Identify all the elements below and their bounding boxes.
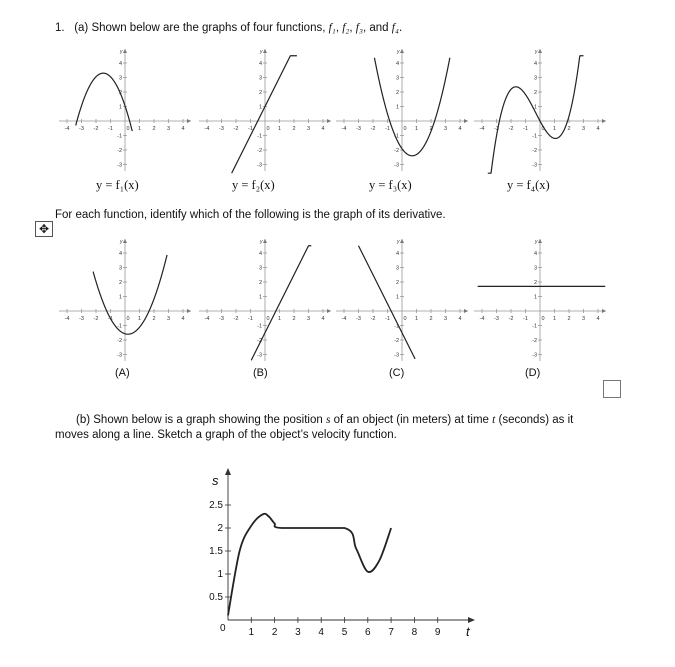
y-tick-label: 2 (258, 280, 262, 286)
t-tick-label: 1 (248, 627, 255, 638)
y-arrow (263, 49, 267, 53)
curve-A (93, 255, 167, 334)
x-tick-label: -2 (93, 316, 99, 322)
y-tick-label: -3 (257, 352, 262, 359)
t-axis-label: t (466, 624, 470, 639)
and-text: , and (363, 22, 392, 34)
y-tick-label: 2 (258, 90, 262, 96)
x-tick-label: 3 (306, 316, 311, 322)
y-tick-label: 1 (395, 294, 399, 301)
x-tick-label: -1 (108, 316, 113, 322)
y-tick-label: -2 (532, 338, 537, 344)
y-tick-label: -1 (117, 323, 122, 330)
x-tick-label: -3 (79, 126, 84, 132)
x-tick-label: 0 (403, 126, 407, 132)
x-tick-label: -2 (370, 316, 376, 322)
y-tick-label: 3 (533, 75, 537, 82)
y-tick-label: -1 (257, 133, 262, 140)
x-tick-label: -4 (341, 126, 347, 132)
y-tick-label: -1 (532, 323, 537, 330)
y-tick-label: 3 (118, 75, 122, 82)
y-tick-label: 4 (533, 251, 537, 257)
x-tick-label: 1 (277, 316, 282, 322)
x-tick-label: -2 (370, 126, 376, 132)
graph-B (195, 235, 335, 370)
y-axis-label: y (120, 239, 123, 245)
x-tick-label: 3 (581, 316, 586, 322)
part-a-intro: (a) Shown below are the graphs of four functions, (74, 22, 329, 34)
y-axis-label: y (397, 49, 400, 55)
y-tick-label: 3 (118, 265, 122, 272)
x-tick-label: -4 (64, 126, 70, 132)
x-tick-label: 1 (414, 126, 419, 132)
s-tick-label: 1 (217, 569, 223, 580)
x-tick-label: 4 (181, 316, 185, 322)
x-tick-label: -2 (233, 316, 239, 322)
y-tick-label: -2 (117, 148, 122, 154)
x-tick-label: -1 (108, 126, 113, 132)
y-tick-label: -3 (257, 162, 262, 169)
t-tick-label: 9 (434, 627, 441, 638)
caption-f1: y = f₁(x) (96, 178, 139, 192)
x-tick-label: 3 (306, 126, 311, 132)
y-axis-label: y (535, 239, 538, 245)
y-tick-label: -1 (394, 133, 399, 140)
y-axis-label: y (260, 239, 263, 245)
x-tick-label: 4 (596, 126, 600, 132)
y-tick-label: -1 (117, 133, 122, 140)
y-tick-label: -3 (394, 352, 399, 359)
graph-C (332, 235, 472, 370)
curve-f3 (374, 58, 449, 156)
y-arrow (400, 49, 404, 53)
curve-f1 (76, 73, 133, 131)
end-punct: . (398, 22, 403, 34)
x-tick-label: -3 (356, 316, 361, 322)
s-tick-label: 2 (217, 523, 223, 534)
y-axis-label: y (260, 49, 263, 55)
y-tick-label: 2 (118, 280, 122, 286)
x-arrow (327, 119, 331, 123)
fn-3: f₃ (355, 22, 363, 34)
fn-4: f₄ (391, 22, 399, 34)
s-arrow (225, 468, 231, 475)
x-arrow (602, 309, 606, 313)
x-tick-label: -4 (204, 126, 210, 132)
t-tick-label: 8 (411, 627, 418, 638)
x-tick-label: -1 (248, 126, 253, 132)
x-tick-label: 4 (181, 126, 185, 132)
y-tick-label: 3 (258, 75, 262, 82)
y-arrow (123, 239, 127, 243)
x-tick-label: -4 (341, 316, 347, 322)
y-tick-label: 2 (395, 90, 399, 96)
part-b-text1: (b) Shown below is a graph showing the position (76, 414, 326, 426)
y-tick-label: -2 (394, 148, 399, 154)
t-tick-label: 4 (318, 627, 324, 638)
curve-B (251, 246, 311, 361)
question-number: 1. (55, 22, 65, 34)
x-tick-label: 1 (552, 316, 557, 322)
x-arrow (187, 119, 191, 123)
x-tick-label: 4 (458, 316, 462, 322)
x-tick-label: 2 (152, 316, 156, 322)
y-tick-label: -2 (532, 148, 537, 154)
y-tick-label: 3 (258, 265, 262, 272)
y-tick-label: -1 (257, 323, 262, 330)
x-tick-label: -3 (219, 126, 224, 132)
x-tick-label: -3 (494, 316, 499, 322)
x-tick-label: -4 (479, 316, 485, 322)
y-arrow (123, 49, 127, 53)
x-tick-label: 0 (541, 126, 545, 132)
x-tick-label: 3 (166, 316, 171, 322)
x-tick-label: -2 (233, 126, 239, 132)
x-tick-label: 2 (429, 126, 433, 132)
s-axis-label: s (212, 473, 219, 488)
sep: , (349, 22, 356, 34)
fn-2: f₂ (342, 22, 350, 34)
part-b-text3: (seconds) as it (495, 414, 574, 426)
y-tick-label: 4 (395, 251, 399, 257)
x-tick-label: 1 (137, 316, 142, 322)
x-tick-label: -4 (204, 316, 210, 322)
y-tick-label: 3 (533, 265, 537, 272)
s-tick-label: 0.5 (209, 592, 223, 603)
origin-label: 0 (220, 623, 226, 634)
y-tick-label: -2 (117, 338, 122, 344)
x-tick-label: -2 (508, 316, 514, 322)
x-tick-label: -4 (479, 126, 485, 132)
x-tick-label: -1 (248, 316, 253, 322)
y-arrow (263, 239, 267, 243)
x-tick-label: 2 (152, 126, 156, 132)
y-tick-label: 1 (533, 294, 537, 301)
x-tick-label: 4 (321, 316, 325, 322)
x-arrow (327, 309, 331, 313)
y-tick-label: 1 (258, 294, 262, 301)
label-D: (D) (525, 367, 541, 379)
x-tick-label: 4 (458, 126, 462, 132)
y-tick-label: -2 (257, 148, 262, 154)
y-tick-label: -1 (532, 133, 537, 140)
y-tick-label: 2 (533, 90, 537, 96)
x-tick-label: 3 (443, 316, 448, 322)
y-tick-label: 4 (258, 251, 262, 257)
y-arrow (400, 239, 404, 243)
y-tick-label: -2 (257, 338, 262, 344)
y-tick-label: 3 (395, 75, 399, 82)
y-tick-label: 4 (395, 61, 399, 67)
t-arrow (468, 617, 475, 623)
y-axis-label: y (397, 239, 400, 245)
y-arrow (538, 239, 542, 243)
x-tick-label: 0 (126, 316, 130, 322)
x-tick-label: -2 (93, 126, 99, 132)
part-b-line1 (76, 413, 573, 427)
x-tick-label: 1 (414, 316, 419, 322)
x-tick-label: 3 (443, 126, 448, 132)
part-b-text2: of an object (in meters) at time (330, 414, 493, 426)
x-tick-label: 2 (292, 316, 296, 322)
x-tick-label: 2 (567, 316, 571, 322)
x-tick-label: 3 (581, 126, 586, 132)
x-tick-label: 0 (266, 316, 270, 322)
instruction-text: For each function, identify which of the following is the graph of its derivative. (55, 209, 446, 221)
x-tick-label: -3 (79, 316, 84, 322)
y-tick-label: 1 (118, 104, 122, 111)
y-tick-label: 4 (533, 61, 537, 67)
checkbox[interactable] (603, 380, 621, 398)
y-tick-label: -3 (117, 162, 122, 169)
x-tick-label: 0 (266, 126, 270, 132)
curve-f2 (232, 56, 297, 173)
s-tick-label: 1.5 (209, 546, 223, 557)
part-b-t: t (492, 414, 496, 426)
x-tick-label: 1 (137, 126, 142, 132)
caption-f2: y = f₂(x) (232, 178, 275, 192)
y-tick-label: 2 (533, 280, 537, 286)
y-tick-label: 1 (258, 104, 262, 111)
question-header (55, 21, 402, 35)
y-axis-label: y (535, 49, 538, 55)
y-tick-label: -3 (532, 162, 537, 169)
x-arrow (464, 309, 468, 313)
y-axis-label: y (120, 49, 123, 55)
sep: , (335, 22, 343, 34)
x-tick-label: -1 (523, 316, 528, 322)
x-tick-label: 4 (321, 126, 325, 132)
label-C: (C) (389, 367, 405, 379)
x-tick-label: 3 (166, 126, 171, 132)
y-tick-label: 4 (258, 61, 262, 67)
x-tick-label: -3 (494, 126, 499, 132)
x-tick-label: 0 (126, 126, 130, 132)
t-tick-label: 5 (341, 627, 348, 638)
position-graph (195, 460, 490, 645)
part-b-line2: moves along a line. Sketch a graph of the object’s velocity function. (55, 429, 397, 441)
t-tick-label: 2 (271, 627, 278, 638)
graph-f3 (332, 45, 472, 180)
s-tick-label: 2.5 (209, 500, 223, 511)
y-arrow (538, 49, 542, 53)
curve-C (359, 246, 419, 359)
x-tick-label: -1 (523, 126, 528, 132)
x-tick-label: 1 (552, 126, 557, 132)
position-curve (228, 514, 391, 616)
x-tick-label: 2 (292, 126, 296, 132)
t-tick-label: 3 (295, 627, 301, 638)
x-tick-label: 0 (403, 316, 407, 322)
graph-A (55, 235, 195, 370)
caption-f3: y = f₃(x) (369, 178, 412, 192)
y-tick-label: 2 (118, 90, 122, 96)
x-tick-label: 2 (429, 316, 433, 322)
y-tick-label: 3 (395, 265, 399, 272)
fn-1: f₁ (328, 22, 336, 34)
y-tick-label: -1 (394, 323, 399, 330)
y-tick-label: 4 (118, 61, 122, 67)
x-tick-label: -1 (385, 316, 390, 322)
move-icon[interactable]: ✥ (35, 221, 53, 237)
y-tick-label: 1 (533, 104, 537, 111)
y-tick-label: 4 (118, 251, 122, 257)
y-tick-label: 1 (118, 294, 122, 301)
y-tick-label: 2 (395, 280, 399, 286)
x-tick-label: 0 (541, 316, 545, 322)
x-tick-label: -2 (508, 126, 514, 132)
x-tick-label: -3 (219, 316, 224, 322)
t-tick-label: 6 (365, 627, 371, 638)
graph-D (470, 235, 610, 370)
graph-f4 (470, 45, 610, 180)
y-tick-label: -3 (532, 352, 537, 359)
x-tick-label: -3 (356, 126, 361, 132)
label-A: (A) (115, 367, 130, 379)
part-b-s: s (325, 414, 331, 426)
x-arrow (602, 119, 606, 123)
y-tick-label: -2 (394, 338, 399, 344)
x-tick-label: -1 (385, 126, 390, 132)
y-tick-label: -3 (394, 162, 399, 169)
graph-f2 (195, 45, 335, 180)
x-tick-label: 2 (567, 126, 571, 132)
y-tick-label: 1 (395, 104, 399, 111)
t-tick-label: 7 (388, 627, 394, 638)
x-tick-label: -4 (64, 316, 70, 322)
y-tick-label: -3 (117, 352, 122, 359)
label-B: (B) (253, 367, 268, 379)
curve-f4 (488, 56, 584, 173)
x-tick-label: 1 (277, 126, 282, 132)
graph-f1 (55, 45, 195, 180)
caption-f4: y = f₄(x) (507, 178, 550, 192)
x-arrow (187, 309, 191, 313)
x-tick-label: 4 (596, 316, 600, 322)
x-arrow (464, 119, 468, 123)
